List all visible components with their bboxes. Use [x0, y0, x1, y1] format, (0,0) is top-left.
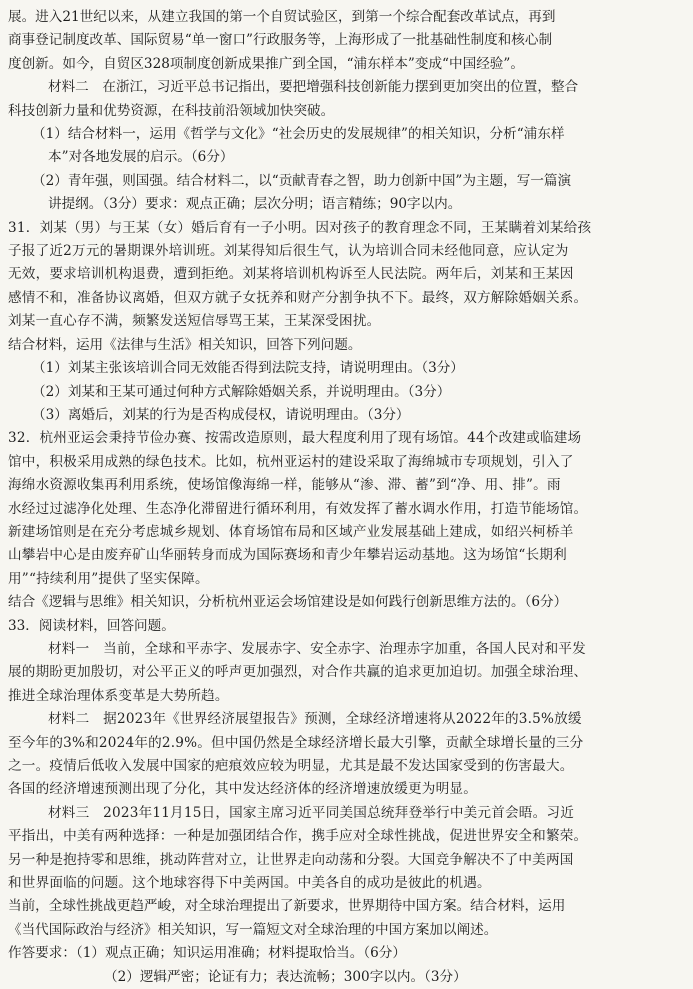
text-line: 之一。疫情后低收入发展中国家的疤痕效应较为明显，尤其是最不发达国家受到的伤害最大。 — [8, 758, 574, 774]
text-line: 至今年的3%和2024年的2.9%。但中国仍然是全球经济增长最大引擎，贡献全球增长量的三分 — [8, 734, 584, 751]
text-line: 商事登记制度改革、国际贸易“单一窗口”行政服务等，上海形成了一批基础性制度和核心制 — [8, 32, 553, 49]
text-line: 平指出，中美有两种选择：一种是加强团结合作，携手应对全球性挑战，促进世界安全和繁荣。 — [8, 828, 588, 845]
material-two-heading-line: 材料二 在浙江，习近平总书记指出，要把增强科技创新能力摆到更加突出的位置，整合 — [48, 79, 579, 96]
text-line: 新建场馆则是在充分考虑城乡规划、体育场馆布局和区域产业发展基础上建成，如绍兴柯桥羊 — [8, 523, 574, 540]
question-33-prompt: 当前，全球性挑战更趋严峻，对全球治理提出了新要求，世界期待中国方案。结合材料，运用 — [8, 898, 566, 915]
question-31: 31．刘某（男）与王某（女）婚后育有一子小明。因对孩子的教育理念不同，王某瞒着刘某给孩 — [8, 219, 592, 236]
question-30-2: （2）青年强，则国强。结合材料二，以“贡献青春之智，助力创新中国”为主题，写一篇演 — [32, 172, 572, 189]
material-one-line: 材料一 当前，全球和平赤字、发展赤字、安全赤字、治理赤字加重，各国人民对和平发 — [48, 640, 586, 657]
text-line: 无效，要求培训机构退费，遭到拒绝。刘某将培训机构诉至人民法院。两年后，刘某和王某因 — [8, 266, 574, 283]
text-line: 用”“持续利用”提供了坚实保障。 — [8, 570, 209, 587]
text-line: 海绵水资源收集再利用系统，使场馆像海绵一样，能够从“渗、滞、蓄”到“净、用、排”。雨 — [8, 477, 561, 494]
text-line: 水经过过滤净化处理、生态净化滞留进行循环利用，有效发挥了蓄水调水作用，打造节能场馆。 — [8, 500, 588, 517]
text-line: 展的期盼更加殷切，对公平正义的呼声更加强烈，对合作共赢的追求更加迫切。加强全球治理、 — [8, 664, 588, 681]
question-32: 32．杭州亚运会秉持节俭办赛、按需改造原则，最大程度利用了现有场馆。44个改建或临建场 — [8, 430, 582, 447]
text-line: 感情不和，准备协议离婚，但双方就子女抚养和财产分割争执不下。最终，双方解除婚姻关系。 — [8, 289, 588, 306]
text-line: 本”对各地发展的启示。（6分） — [48, 149, 234, 166]
question-32-prompt: 结合《逻辑与思维》相关知识，分析杭州亚运会场馆建设是如何践行创新思维方法的。（6分） — [8, 594, 568, 611]
question-31-prompt: 结合材料，运用《法律与生活》相关知识，回答下列问题。 — [8, 336, 362, 353]
text-line: 度创新。如今，自贸区328项制度创新成果推广到全国，“浦东样本”变成“中国经验”。 — [8, 55, 524, 72]
text-line: 馆中，积极采用成熟的绿色技术。比如，杭州亚运村的建设采取了海绵城市专项规划，引入了 — [8, 453, 574, 470]
text-line: 讲提纲。（3分）要求：观点正确；层次分明；语言精练；90字以内。 — [48, 196, 462, 213]
text-line: 山攀岩中心是由废弃矿山华丽转身而成为国际赛场和青少年攀岩运动基地。这为场馆“长期利 — [8, 547, 567, 564]
question-31-3: （3）离婚后，刘某的行为是否构成侵权，请说明理由。（3分） — [32, 406, 410, 423]
answer-requirements-2: （2）逻辑严密；论证有力；表达流畅；300字以内。（3分） — [104, 968, 467, 985]
question-31-2: （2）刘某和王某可通过何种方式解除婚姻关系，并说明理由。（3分） — [32, 383, 451, 400]
text-line: 刘某一直心存不满，频繁发送短信辱骂王某，王某深受困扰。 — [8, 313, 381, 330]
question-30-1: （1）结合材料一，运用《哲学与文化》“社会历史的发展规律”的相关知识，分析“浦东样 — [32, 126, 565, 143]
text-line: 另一种是抱持零和思维，挑动阵营对立，让世界走向动荡和分裂。大国竞争解决不了中美两国 — [8, 851, 574, 868]
text-line: 展。进入21世纪以来，从建立我国的第一个自贸试验区，到第一个综合配套改革试点，再到 — [8, 9, 556, 25]
question-33: 33．阅读材料，回答问题。 — [8, 617, 175, 634]
text-line: 和世界面临的问题。这个地球容得下中美两国。中美各自的成功是彼此的机遇。 — [8, 875, 491, 892]
text-line: 子报了近2万元的暑期课外培训班。刘某得知后很生气，认为培训合同未经他同意，应认定为 — [8, 243, 569, 260]
material-two-line: 材料二 据2023年《世界经济展望报告》预测，全球经济增速将从2022年的3.5%放缓 — [48, 711, 582, 728]
text-line: 各国的经济增速预测出现了分化，其中发达经济体的经济增速放缓更为明显。 — [8, 781, 477, 798]
text-line: 《当代国际政治与经济》相关知识，写一篇短文对全球治理的中国方案加以阐述。 — [8, 921, 498, 938]
question-31-1: （1）刘某主张该培训合同无效能否得到法院支持，请说明理由。（3分） — [32, 360, 464, 377]
text-line: 推进全球治理体系变革是大势所趋。 — [8, 687, 229, 704]
text-line: 科技创新力量和优势资源，在科技前沿领域加快突破。 — [8, 102, 335, 119]
answer-requirements: 作答要求：（1）观点正确；知识运用准确；材料提取恰当。（6分） — [8, 945, 406, 962]
material-three-line: 材料三 2023年11月15日，国家主席习近平同美国总统拜登举行中美元首会晤。习近 — [48, 804, 574, 821]
